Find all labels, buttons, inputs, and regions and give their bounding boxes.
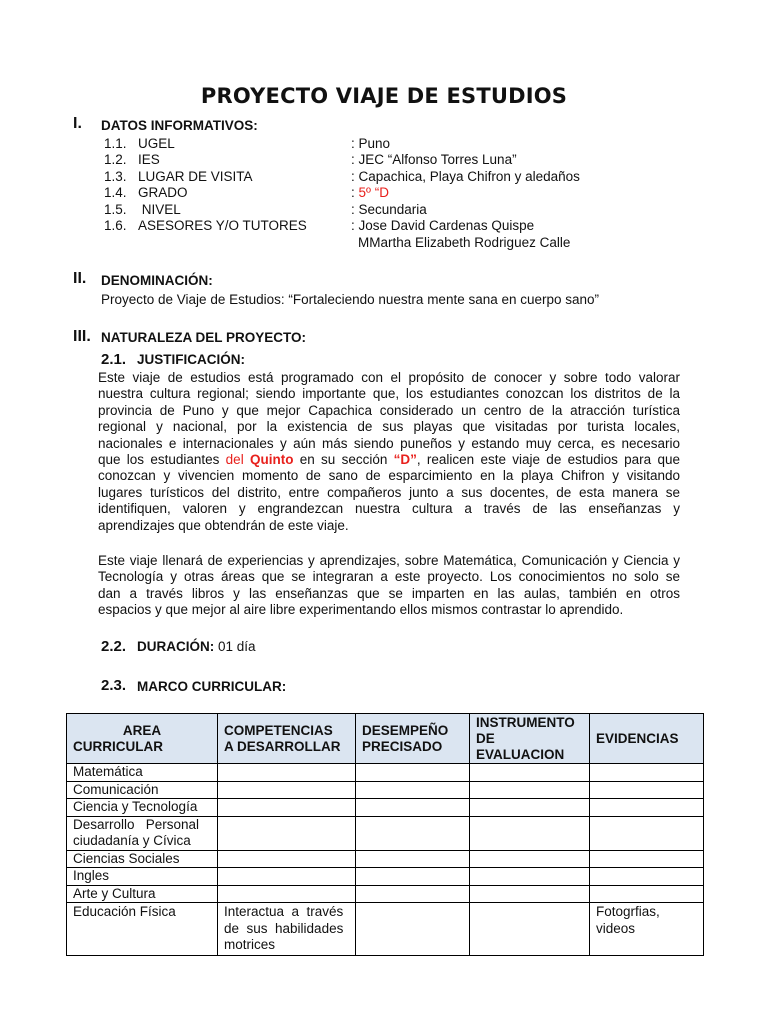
paragraph-line: Tecnología y otras áreas que se integraran a este proyecto. Los conocimientos no solo se [98, 569, 680, 585]
paragraph-line: nacionales e internacionales y aún más siendo puneños y estando muy cerca, es necesario [98, 435, 680, 451]
item-value: : Jose David Cardenas Quispe [351, 218, 535, 233]
evidencias-cell [590, 903, 704, 956]
paragraph-line: Este viaje de estudios está programado con el propósito de conocer y sobre todo valorar [98, 370, 680, 385]
header-area [67, 714, 218, 764]
page-title: PROYECTO VIAJE DE ESTUDIOS [200, 84, 568, 108]
cell-text: de sus habilidades [224, 920, 344, 936]
empty-cell [356, 903, 470, 956]
empty-cell [218, 885, 356, 903]
item-number: 1.6. [104, 218, 127, 233]
header-text: COMPETENCIAS [224, 722, 333, 738]
empty-cell [356, 799, 470, 817]
item-number: 1.3. [104, 169, 127, 184]
subsection-number: 2.2. [101, 638, 127, 655]
empty-cell [470, 903, 590, 956]
subsection-number: 2.3. [101, 677, 127, 694]
cell-text: Fotogrfias, [596, 904, 660, 919]
header-text: CURRICULAR [73, 738, 163, 754]
item-label: UGEL [138, 136, 175, 151]
paragraph-line: Este viaje llenará de experiencias y aprendizajes, sobre Matemática, Comunicación y Ciencia y [98, 553, 680, 568]
empty-cell [590, 850, 704, 868]
header-text: DESEMPEÑO [362, 722, 449, 738]
table-row [67, 781, 704, 799]
header-desempeno [356, 714, 470, 764]
empty-cell [590, 885, 704, 903]
item-number: 1.4. [104, 185, 127, 200]
empty-cell [470, 885, 590, 903]
header-instrumento [470, 714, 590, 764]
competencia-cell [218, 903, 356, 956]
empty-cell [356, 816, 470, 850]
paragraph-line: espacios y que mejor al aire libre experimentando ellos mismos contrastar lo aprendido. [98, 602, 624, 618]
table-header-row [67, 714, 704, 764]
empty-cell [590, 799, 704, 817]
item-label: GRADO [138, 185, 188, 200]
area-cell: Ciencia y Tecnología [67, 799, 218, 817]
paragraph-line: provincia de Puno y que mejor Capachica considerado un centro de la atracción turística [98, 402, 680, 418]
header-text: DE [476, 730, 495, 746]
section-heading-denominacion: DENOMINACIÓN: [101, 273, 213, 288]
paragraph-line: dan a través libros y las enseñanzas que se imparten en las aulas, también en otros [98, 585, 680, 601]
table-row [67, 799, 704, 817]
empty-cell [356, 764, 470, 782]
item-value [351, 185, 389, 200]
empty-cell [470, 799, 590, 817]
empty-cell [356, 885, 470, 903]
item-label: IES [138, 152, 160, 167]
area-cell: Ciencias Sociales [67, 850, 218, 868]
text-run: que los estudiantes [98, 451, 226, 467]
header-text: EVALUACION [476, 746, 565, 762]
header-evidencias: EVIDENCIAS [590, 714, 704, 764]
section-heading-datos: DATOS INFORMATIVOS: [101, 118, 258, 133]
denominacion-text: Proyecto de Viaje de Estudios: “Fortaleciendo nuestra mente sana en cuerpo sano” [101, 292, 600, 307]
subsection-heading-justificacion: JUSTIFICACIÓN: [137, 352, 245, 367]
header-text: INSTRUMENTO [476, 714, 575, 730]
table-row [67, 868, 704, 886]
header-text: AREA [122, 722, 162, 738]
section-heading-naturaleza: NATURALEZA DEL PROYECTO: [101, 330, 307, 345]
item-value-prefix: : [351, 185, 359, 200]
table-row [67, 850, 704, 868]
duracion-line [137, 639, 256, 654]
empty-cell [470, 781, 590, 799]
subsection-number: 2.1. [101, 351, 127, 368]
item-label: NIVEL [138, 202, 181, 217]
text-run-red-bold: Quinto [249, 451, 294, 467]
empty-cell [218, 781, 356, 799]
paragraph-line: lugares turísticos del distrito, entre compañeros junto a sus docentes, de esta manera se [98, 484, 680, 500]
text-run: , realicen este viaje de estudios para que [416, 451, 680, 467]
empty-cell [470, 816, 590, 850]
cell-text: motrices [224, 937, 276, 952]
text-run-red-bold: “D” [393, 451, 417, 467]
paragraph-line: aprendizajes que obtendrán de este viaje. [98, 517, 349, 533]
section-number: II. [73, 270, 87, 287]
empty-cell [218, 868, 356, 886]
paragraph-line: regional y nacional, por la existencia de sus playas que visitadas por turista locales, [98, 419, 680, 435]
table-row [67, 816, 704, 850]
area-cell [67, 816, 218, 850]
empty-cell [470, 868, 590, 886]
marco-curricular-table [66, 713, 704, 956]
item-number: 1.1. [104, 136, 127, 151]
area-cell: Ingles [67, 868, 218, 886]
empty-cell [218, 850, 356, 868]
text-run-red: del [225, 451, 250, 467]
paragraph-line: nuestra cultura regional; siendo importante que, los estudiantes conozcan los distritos de la [98, 386, 680, 402]
paragraph-line [98, 452, 680, 468]
item-value: : JEC “Alfonso Torres Luna” [351, 152, 517, 167]
empty-cell [356, 868, 470, 886]
header-text: PRECISADO [362, 738, 443, 754]
empty-cell [470, 850, 590, 868]
item-value: : Capachica, Playa Chifron y aledaños [351, 169, 580, 184]
item-label: LUGAR DE VISITA [138, 169, 253, 184]
area-cell: Comunicación [67, 781, 218, 799]
empty-cell [218, 816, 356, 850]
subsection-heading-duracion: DURACIÓN: [137, 639, 215, 654]
subsection-heading-marco: MARCO CURRICULAR: [137, 679, 287, 694]
paragraph-line: identifiquen, valoren y engrandezcan nuestra cultura a través de las enseñanzas y [98, 501, 680, 517]
empty-cell [356, 781, 470, 799]
empty-cell [356, 850, 470, 868]
empty-cell [470, 764, 590, 782]
justificacion-paragraph-1 [98, 370, 680, 534]
area-cell: Educación Física [67, 903, 218, 956]
item-value-continued: MMartha Elizabeth Rodriguez Calle [358, 235, 571, 250]
text-run: en su sección [293, 451, 394, 467]
table-row [67, 903, 704, 956]
cell-text: videos [596, 920, 636, 936]
item-label: ASESORES Y/O TUTORES [138, 218, 307, 233]
table-row [67, 764, 704, 782]
empty-cell [590, 868, 704, 886]
area-cell: Matemática [67, 764, 218, 782]
section-number: III. [73, 328, 91, 345]
paragraph-line: conozcan y vivencien momento de sano de esparcimiento en la playa Chifron y visitando [98, 468, 680, 484]
table-row [67, 885, 704, 903]
section-number: I. [73, 115, 82, 132]
empty-cell [218, 764, 356, 782]
cell-text: Desarrollo Personal [73, 816, 200, 832]
area-cell: Arte y Cultura [67, 885, 218, 903]
item-value: : Puno [351, 136, 391, 151]
item-value: : Secundaria [351, 202, 427, 217]
justificacion-paragraph-2 [98, 553, 680, 619]
empty-cell [590, 781, 704, 799]
cell-text: ciudadanía y Cívica [73, 833, 191, 848]
empty-cell [590, 816, 704, 850]
empty-cell [218, 799, 356, 817]
header-competencias [218, 714, 356, 764]
item-number: 1.2. [104, 152, 127, 167]
item-number: 1.5. [104, 202, 127, 217]
grado-value: 5º “D [358, 185, 389, 200]
duracion-value: 01 día [214, 639, 256, 654]
cell-text: Interactua a través [224, 904, 344, 919]
header-text: A DESARROLLAR [224, 738, 341, 754]
empty-cell [590, 764, 704, 782]
